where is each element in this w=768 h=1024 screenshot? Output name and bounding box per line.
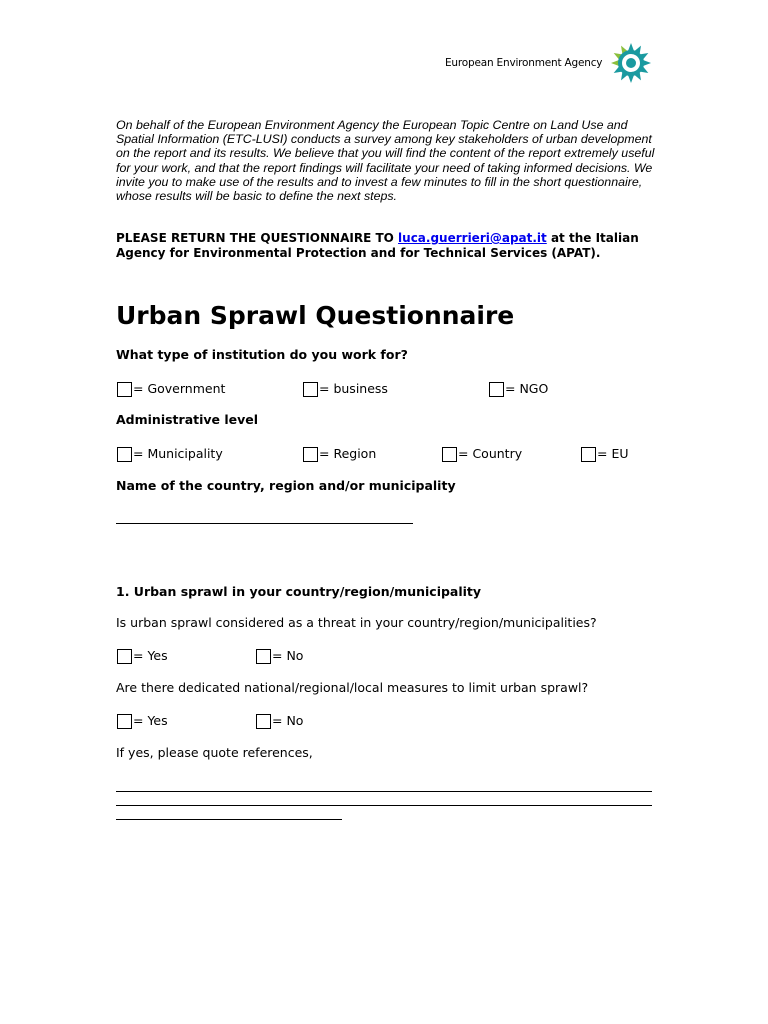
option-ngo[interactable] bbox=[489, 381, 548, 397]
references-answer-line[interactable] bbox=[116, 819, 342, 820]
option-label: = No bbox=[272, 713, 304, 728]
intro-paragraph: On behalf of the European Environment Agency the European Topic Centre on Land Use and Spatial Information (ETC-LUSI) conducts a survey among key stakeholders of urban development on the report and its results. We believe that you will find the content of the report extremely useful for your work, and that the report findings will facilitate your need of taking informed decisions. We invite you to make use of the results and to invest a few minutes to fill in the short questionnaire, whose results will be basic to define the next steps. bbox=[116, 118, 655, 204]
measures-option-no[interactable] bbox=[256, 713, 303, 729]
measures-option-yes[interactable] bbox=[117, 713, 168, 729]
checkbox[interactable] bbox=[442, 447, 457, 462]
option-country[interactable] bbox=[442, 446, 522, 462]
option-label: = Government bbox=[133, 381, 226, 396]
checkbox[interactable] bbox=[117, 649, 132, 664]
page-title: Urban Sprawl Questionnaire bbox=[116, 301, 515, 330]
option-business[interactable] bbox=[303, 381, 388, 397]
checkbox[interactable] bbox=[256, 714, 271, 729]
institution-question: What type of institution do you work for? bbox=[116, 347, 408, 362]
checkbox[interactable] bbox=[117, 714, 132, 729]
return-notice bbox=[116, 231, 656, 260]
threat-question: Is urban sprawl considered as a threat in your country/region/municipalities? bbox=[116, 615, 597, 630]
option-municipality[interactable] bbox=[117, 446, 223, 462]
checkbox[interactable] bbox=[117, 382, 132, 397]
option-label: = Yes bbox=[133, 648, 168, 663]
references-prompt: If yes, please quote references, bbox=[116, 745, 313, 760]
email-link[interactable]: luca.guerrieri@apat.it bbox=[398, 231, 547, 245]
references-answer-line[interactable] bbox=[116, 805, 652, 806]
option-label: = Municipality bbox=[133, 446, 223, 461]
option-label: = EU bbox=[597, 446, 629, 461]
option-government[interactable] bbox=[117, 381, 225, 397]
measures-question: Are there dedicated national/regional/local measures to limit urban sprawl? bbox=[116, 680, 589, 695]
checkbox[interactable] bbox=[581, 447, 596, 462]
return-suffix: at the Italian Agency for Environmental Protection and for Technical Services (APAT). bbox=[116, 231, 639, 260]
option-eu[interactable] bbox=[581, 446, 629, 462]
checkbox[interactable] bbox=[303, 382, 318, 397]
option-label: = NGO bbox=[505, 381, 549, 396]
eea-sun-logo-icon bbox=[609, 42, 653, 84]
checkbox[interactable] bbox=[303, 447, 318, 462]
threat-option-no[interactable] bbox=[256, 648, 303, 664]
option-label: = business bbox=[319, 381, 388, 396]
option-label: = Yes bbox=[133, 713, 168, 728]
checkbox[interactable] bbox=[489, 382, 504, 397]
checkbox[interactable] bbox=[256, 649, 271, 664]
option-label: = Country bbox=[458, 446, 523, 461]
location-question: Name of the country, region and/or municipality bbox=[116, 478, 456, 493]
agency-name: European Environment Agency bbox=[445, 57, 603, 69]
return-prefix: PLEASE RETURN THE QUESTIONNAIRE TO bbox=[116, 231, 399, 245]
threat-option-yes[interactable] bbox=[117, 648, 168, 664]
option-label: = Region bbox=[319, 446, 377, 461]
option-label: = No bbox=[272, 648, 304, 663]
references-answer-line[interactable] bbox=[116, 791, 652, 792]
admin-level-question: Administrative level bbox=[116, 412, 259, 427]
section-1-heading: 1. Urban sprawl in your country/region/municipality bbox=[116, 584, 482, 599]
checkbox[interactable] bbox=[117, 447, 132, 462]
location-answer-line[interactable] bbox=[116, 523, 413, 524]
option-region[interactable] bbox=[303, 446, 376, 462]
